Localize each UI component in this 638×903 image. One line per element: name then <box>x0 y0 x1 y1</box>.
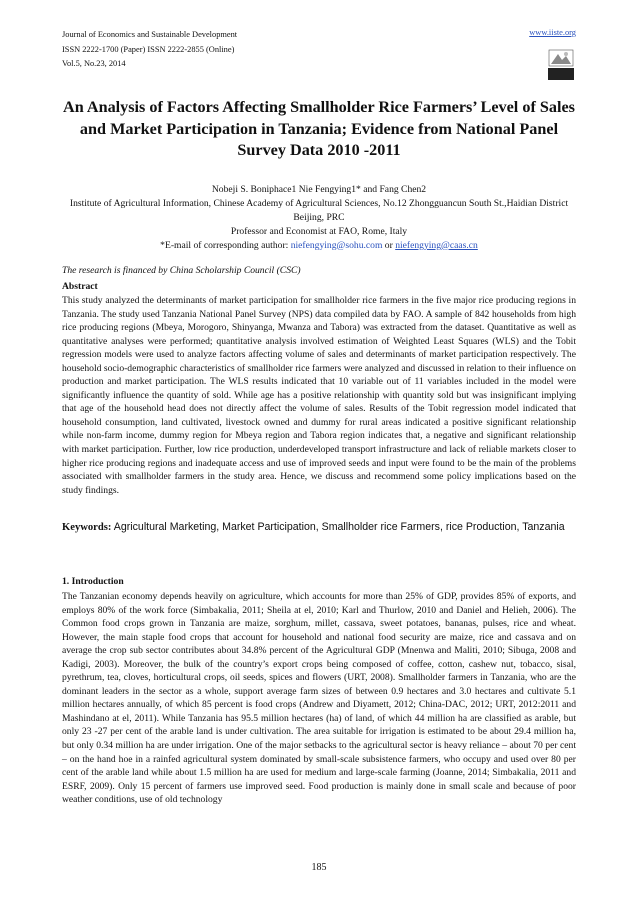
email-prefix: *E-mail of corresponding author: <box>160 239 291 251</box>
author-affiliation: Institute of Agricultural Information, Chinese Academy of Agricultural Sciences, No.12 Zhongguancun South St.,Haidian District Beijing, PRC <box>69 197 569 223</box>
journal-url-link[interactable]: www.iiste.org <box>529 28 576 37</box>
author-names: Nobeji S. Boniphace1 Nie Fengying1* and Fang Chen2 <box>211 184 427 195</box>
email-link-2[interactable]: niefengying@caas.cn <box>395 239 478 251</box>
keywords <box>62 520 576 535</box>
paper-page <box>62 0 576 903</box>
abstract-text: This study analyzed the determinants of market participation for smallholder rice farmers in the five major rice producing regions in Tanzania. The study used Tanzania National Panel Survey (NPS) data compiled data by FAO. A sample of 842 households from high rice producing regions (Mbeya, Morogoro, Shinyanga, Mwanza and Tabora) was extracted from the dataset. Quantitative as well as quantitative analyses were performed; quantitative analysis involved estimation of Weighted Least Squares (WLS) and the Tobit regression models were used to analyze factors affecting volume of sales and determinants of market participation respectively. The household socio-demographic characteristics of smallholder rice farmers were analyzed and discussed in relation to their influence on production and market participation. The WLS results indicated that 10 variable out of 11 variables included in the model were significantly influence the quantity of sold. While age has a positive relationship with quantity sold but was insignificant implying that age of the household head does not directly affect the volume of sales. Results of the Tobit regression model indicated that household consumption, land cultivated, livestock owned and dummy for rural areas indicated a positive significant relationship while non-farm income, dummy region for Mbeya region and Tabora region indicates that, a negative and significant relationship with market participation. Further, low rice production, underdeveloped transport infrastructure and lack of reliable markets closer to higher rice producing regions and inadequate access and use of improved seeds and input were found to be the main of the problems associated with smallholder farmers in the study area. Hence, we discuss and recommend some policy implications based on the study findings. <box>62 295 576 496</box>
page-number: 185 <box>311 862 327 873</box>
journal-issn: ISSN 2222-1700 (Paper) ISSN 2222-2855 (Online) <box>62 44 235 54</box>
author-email-line <box>62 239 576 253</box>
author-professor: Professor and Economist at FAO, Rome, Italy <box>230 225 408 237</box>
introduction-heading: 1. Introduction <box>62 576 124 587</box>
journal-name: Journal of Economics and Sustainable Development <box>62 30 238 39</box>
introduction-text: The Tanzanian economy depends heavily on agriculture, which accounts for more than 25% of GDP, provides 85% of exports, and employs 80% of the work force (Simbakalia, 2011; Sheila at el, 2010; Karl and Thurlow, 2010 and Daniel and Helieh, 2006). The Common food crops grown in Tanzania are maize, sorghum, millet, cassava, sweet potatoes, bananas, pulses, rice and wheat. However, the main staple food crops that account for household and national food security are maize, rice and cassava and on average the crop sub sector contributes about 34.8% percent of the Agricultural GDP (Mnenwa and Maliti, 2010; Sibuga, 2008 and Kadigi, 2003). Moreover, the bulk of the country’s export crops being composed of coffee, cotton, cashew nut, tobacco, sisal, pyrethrum, tea, cloves, horticultural crops, oil seeds, spices and flowers (URT, 2008). Smallholder farmers in Tanzania, who are the dominant leaders in the sector as a whole, support average farm sizes of between 0.9 hectares and 3.0 hectares and cultivate 5.1 million hectares annually, of which 85 percent is food crops (Andrew and Diyamett, 2012; China-DAC, 2012; URT, 2012:2011 and Mashindano at el, 2011). While Tanzania has 95.5 million hectares (ha) of land, of which 44 million ha are classified as arable, but only 23 -27 per cent of the arable land is under cultivation. The area suitable for irrigation is estimated to be about 29.4 million ha, but only 0.34 million ha are under irrigation. One of the major setbacks to the agricultural sector is heavy reliance – about 70 per cent – on the hand hoe in a rainfed agricultural system dominated by small-scale subsistence farmers, who occupy and used over 80 per cent of the arable land while about 1.5 million ha are used for medium and large-scale farming (Joanne, 2014; Simbakalia, 2011 and ESRF, 2009). Only 15 percent of farmers use improved seed. Food production is mainly done in small scale and because of poor weather conditions, use of old technology <box>62 591 576 806</box>
journal-volume: Vol.5, No.23, 2014 <box>62 59 126 69</box>
funding-note: The research is financed by China Scholarship Council (CSC) <box>62 265 301 276</box>
author-block <box>62 183 576 253</box>
journal-header <box>62 28 237 72</box>
keywords-text: Agricultural Marketing, Market Participation, Smallholder rice Farmers, rice Production, Tanzania <box>111 521 565 533</box>
email-link-1[interactable]: niefengying@sohu.com <box>290 239 383 251</box>
keywords-label: Keywords: <box>62 522 112 533</box>
paper-title: An Analysis of Factors Affecting Smallholder Rice Farmers’ Level of Sales and Market Participation in Tanzania; Evidence from National Panel Survey Data 2010 -2011 <box>63 98 575 159</box>
iiste-logo <box>546 48 576 82</box>
abstract-heading: Abstract <box>62 281 98 292</box>
email-separator: or <box>382 239 396 251</box>
